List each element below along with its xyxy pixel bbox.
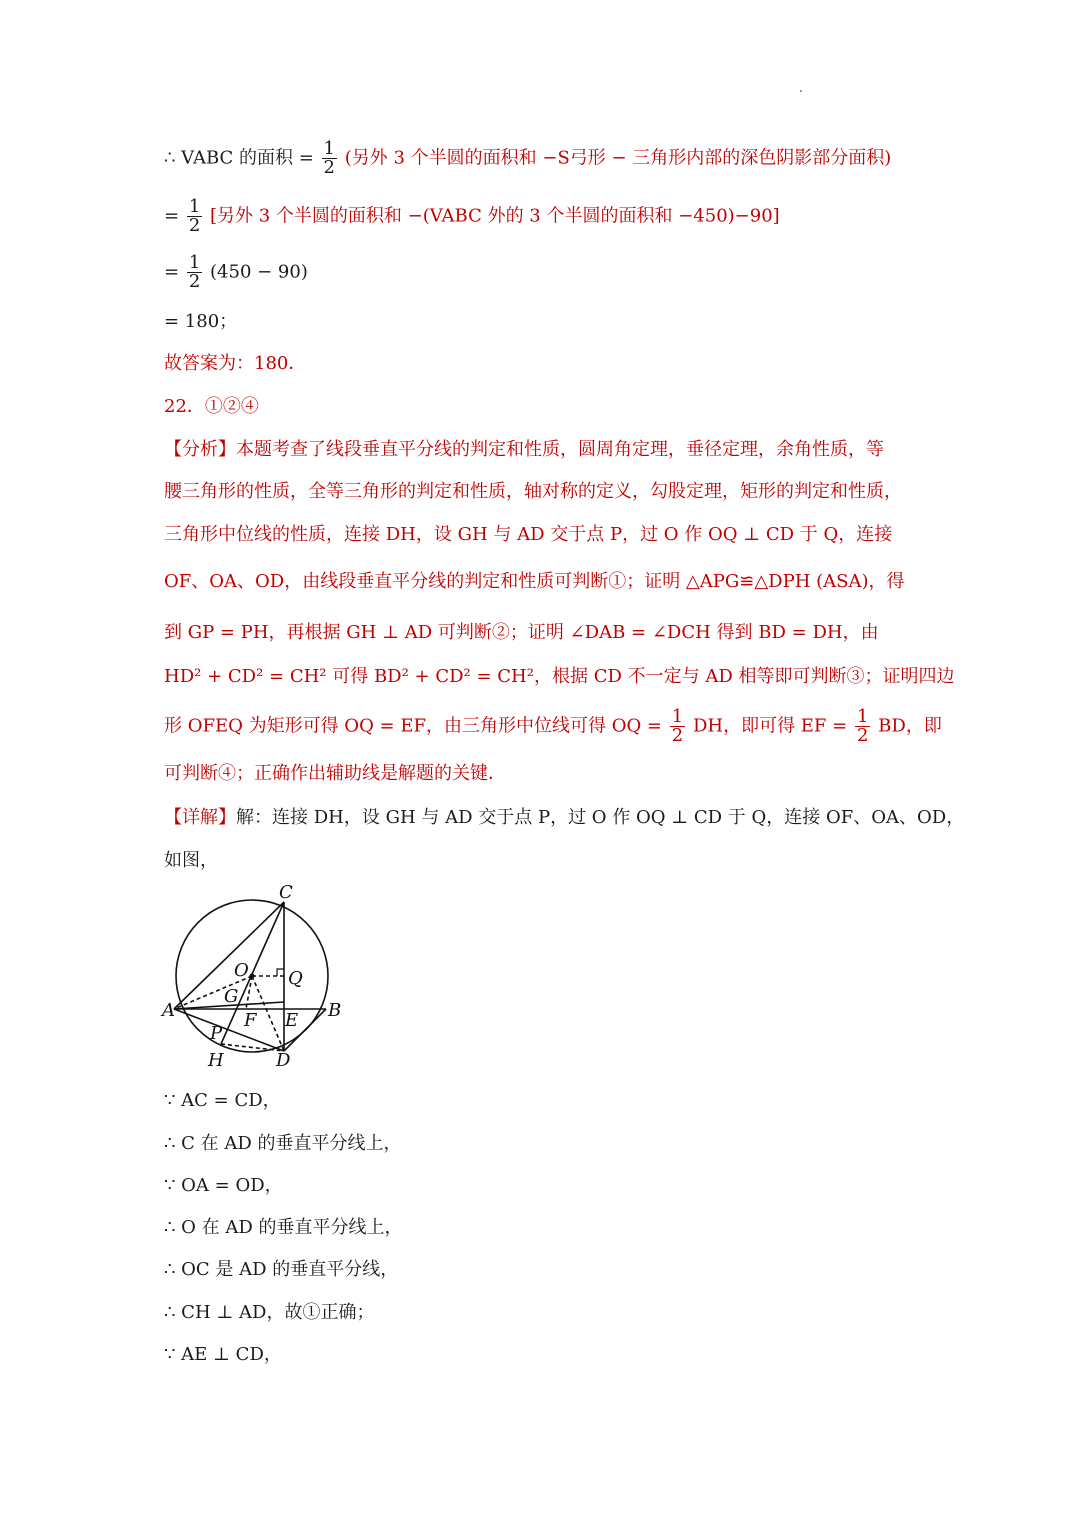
proof-step-7: ∵ AE ⊥ CD， bbox=[164, 1344, 282, 1365]
label-H: H bbox=[208, 1050, 224, 1071]
eq-2-text: [另外 3 个半圆的面积和 −(VABC 外的 3 个半圆的面积和 −450)−90] bbox=[210, 205, 780, 227]
eq-1-text: (另外 3 个半圆的面积和 −S弓形 − 三角形内部的深色阴影部分面积) bbox=[344, 147, 892, 169]
eq-line-4: = 180； bbox=[164, 311, 238, 332]
answer-line: 故答案为：180． bbox=[164, 353, 307, 374]
fraction-half-1: $\frac{1}{2}$ bbox=[323, 138, 335, 178]
label-F: F bbox=[244, 1010, 257, 1031]
analysis-line-5: 到 GP = PH，再根据 GH ⊥ AD 可判断②；证明 ∠DAB = ∠DCH 得到 BD = DH，由 bbox=[164, 622, 879, 643]
scan-speck bbox=[800, 90, 802, 92]
analysis-line-3: 三角形中位线的性质，连接 DH，设 GH 与 AD 交于点 P，过 O 作 OQ ⊥ CD 于 Q，连接 bbox=[164, 524, 893, 545]
eq-line-1 bbox=[164, 140, 891, 177]
label-C: C bbox=[279, 884, 293, 903]
point-O bbox=[250, 974, 255, 979]
analysis-line-6: HD² + CD² = CH² 可得 BD² + CD² = CH²，根据 CD 不一定与 AD 相等即可判断③；证明四边 bbox=[164, 666, 955, 687]
label-G: G bbox=[224, 986, 239, 1007]
analysis-line-1: 【分析】本题考查了线段垂直平分线的判定和性质，圆周角定理，垂径定理，余角性质，等 bbox=[164, 439, 884, 460]
analysis-line-8: 可判断④；正确作出辅助线是解题的关键． bbox=[164, 763, 506, 784]
fraction-half-2: $\frac{1}{2}$ bbox=[188, 196, 201, 236]
analysis-line-4: OF、OA、OD，由线段垂直平分线的判定和性质可判断①；证明 △APG≌△DPH (ASA)，得 bbox=[164, 571, 905, 592]
proof-step-4: ∴ O 在 AD 的垂直平分线上， bbox=[164, 1217, 403, 1238]
eq-line-2 bbox=[164, 198, 780, 235]
proof-step-6: ∴ CH ⊥ AD，故①正确； bbox=[164, 1302, 375, 1323]
label-D: D bbox=[276, 1050, 291, 1071]
eq-line-3 bbox=[164, 254, 308, 291]
analysis-line-7 bbox=[164, 708, 942, 745]
analysis-7-b: DH，即可得 EF = bbox=[692, 715, 848, 737]
eq-3-text: (450 − 90) bbox=[210, 261, 308, 283]
proof-step-2: ∴ C 在 AD 的垂直平分线上， bbox=[164, 1133, 402, 1154]
proof-step-3: ∵ OA = OD， bbox=[164, 1175, 283, 1196]
label-B: B bbox=[328, 1000, 342, 1021]
proof-step-5: ∴ OC 是 AD 的垂直平分线， bbox=[164, 1259, 399, 1280]
eq-1-prefix: ∴ VABC 的面积 = bbox=[164, 147, 314, 169]
label-E: E bbox=[285, 1010, 299, 1031]
analysis-7-a: 形 OFEQ 为矩形可得 OQ = EF，由三角形中位线可得 OQ = bbox=[164, 715, 663, 737]
detail-text: 解：连接 DH，设 GH 与 AD 交于点 P，过 O 作 OQ ⊥ CD 于 Q，连接 OF、OA、OD， bbox=[236, 807, 965, 828]
detail-line-2: 如图， bbox=[164, 850, 218, 871]
label-A: A bbox=[162, 1000, 175, 1021]
eq-3-prefix: = bbox=[164, 261, 180, 283]
detail-tag: 【详解】 bbox=[164, 807, 236, 828]
geometry-figure bbox=[160, 884, 360, 1074]
fraction-half-4: $\frac{1}{2}$ bbox=[671, 706, 684, 746]
label-P: P bbox=[210, 1023, 223, 1044]
fraction-half-3: $\frac{1}{2}$ bbox=[188, 252, 201, 292]
analysis-7-c: BD，即 bbox=[878, 715, 942, 737]
question-22-heading: 22．①②④ bbox=[164, 396, 259, 417]
fraction-half-5: $\frac{1}{2}$ bbox=[856, 706, 869, 746]
eq-2-prefix: = bbox=[164, 205, 180, 227]
label-Q: Q bbox=[288, 968, 303, 989]
label-O: O bbox=[234, 960, 249, 981]
segment-OD bbox=[252, 976, 284, 1051]
right-angle-mark bbox=[277, 969, 284, 976]
proof-step-1: ∵ AC = CD， bbox=[164, 1090, 281, 1111]
analysis-line-2: 腰三角形的性质，全等三角形的判定和性质，轴对称的定义，勾股定理，矩形的判定和性质， bbox=[164, 481, 902, 502]
detail-line-1 bbox=[164, 805, 964, 831]
